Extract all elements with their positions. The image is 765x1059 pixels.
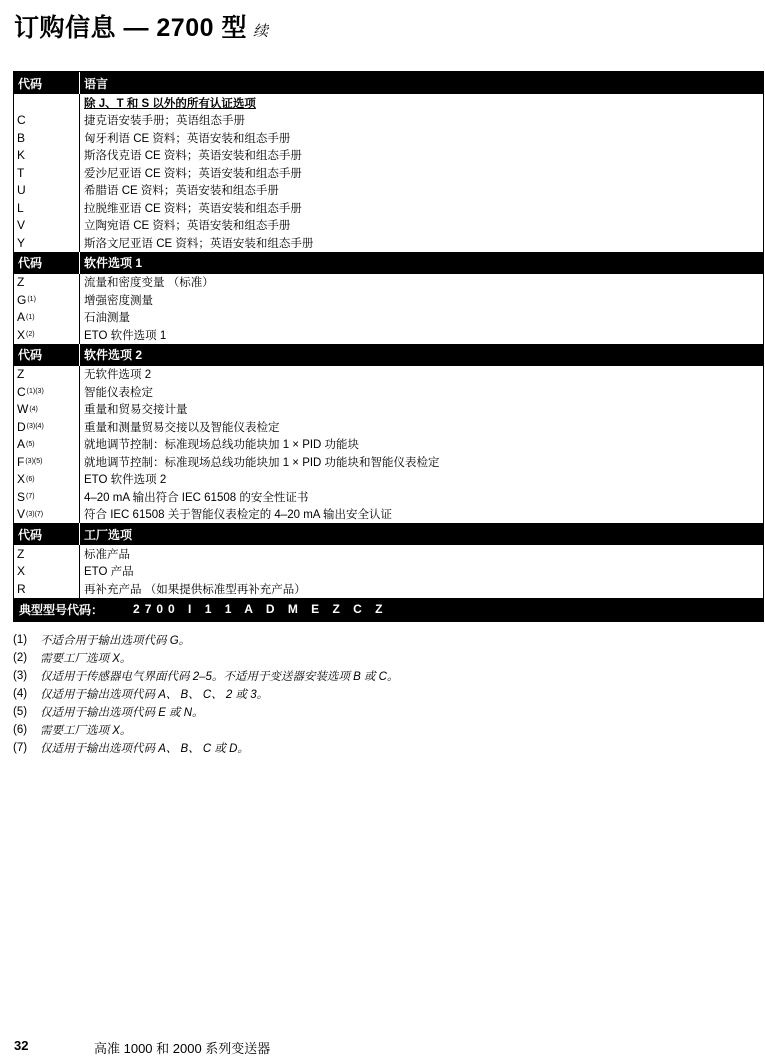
table-row — [14, 580, 763, 598]
ordering-table — [13, 71, 764, 622]
footnote-number: (5) — [13, 706, 28, 718]
footnote-ref: (3)(5) — [25, 458, 43, 466]
footnote-ref: (1) — [26, 313, 35, 321]
option-description: 增强密度测量 — [84, 294, 153, 307]
option-code — [14, 506, 80, 524]
option-code-letter: T — [17, 165, 25, 180]
table-row — [14, 291, 763, 309]
option-code-letter: U — [17, 183, 26, 198]
table-row — [14, 563, 763, 581]
footnotes — [13, 631, 398, 757]
option-code-letter: V — [17, 507, 26, 522]
table-row — [14, 182, 763, 200]
table-row — [14, 453, 763, 471]
column-header-code: 代码 — [14, 523, 80, 545]
example-model-code — [14, 598, 763, 621]
section-header-software-1 — [14, 252, 763, 274]
option-code-letter: L — [17, 200, 24, 215]
option-code-letter: X — [17, 564, 26, 579]
option-description: 斯洛伐克语 CE 资料；英语安装和组态手册 — [84, 150, 302, 163]
option-description: 立陶宛语 CE 资料；英语安装和组态手册 — [84, 220, 291, 233]
option-code — [14, 199, 80, 217]
option-code — [14, 580, 80, 598]
option-code — [14, 401, 80, 419]
option-description: 重量和贸易交接计量 — [84, 404, 188, 417]
option-code — [14, 471, 80, 489]
option-code — [14, 383, 80, 401]
option-code — [14, 436, 80, 454]
option-description: 拉脱维亚语 CE 资料；英语安装和组态手册 — [84, 202, 302, 215]
option-code — [14, 488, 80, 506]
footnote — [13, 739, 398, 757]
footnote-ref: (1) — [27, 296, 36, 304]
page-title-main: 订购信息 — 2700 型 — [14, 14, 247, 42]
option-code-letter: R — [17, 581, 26, 596]
footnote-text: 仅适用于输出选项代码 A、 B、 C 或 D。 — [40, 743, 249, 755]
table-row — [14, 401, 763, 419]
subheading-text: 除 J、T 和 S 以外的所有认证选项 — [84, 97, 256, 110]
footnote — [13, 667, 398, 685]
option-code-letter: Z — [17, 367, 25, 382]
option-code-letter: D — [17, 419, 26, 434]
page-footer — [14, 1038, 270, 1057]
column-header-code: 代码 — [14, 344, 80, 366]
table-row — [14, 383, 763, 401]
footnote-text: 仅适用于输出选项代码 A、 B、 C、 2 或 3。 — [40, 689, 269, 701]
table-row — [14, 164, 763, 182]
footnote-number: (2) — [13, 652, 28, 664]
footnote-text: 仅适用于传感器电气界面代码 2–5。不适用于变送器安装选项 B 或 C。 — [40, 671, 399, 683]
option-code-letter: V — [17, 218, 26, 233]
footnote-ref: (5) — [26, 440, 35, 448]
column-header-code: 代码 — [14, 252, 80, 274]
option-code-letter: K — [17, 148, 26, 163]
table-row — [14, 506, 763, 524]
option-code-letter: B — [17, 130, 26, 145]
option-code-letter: W — [17, 402, 29, 417]
option-description: ETO 软件选项 1 — [84, 329, 167, 342]
footnote — [13, 721, 398, 739]
footnote-ref: (2) — [26, 331, 35, 339]
option-code — [14, 366, 80, 384]
footnote-number: (7) — [13, 742, 28, 754]
option-description: 希腊语 CE 资料；英语安装和组态手册 — [84, 185, 279, 198]
option-code-letter: A — [17, 310, 26, 325]
option-description: ETO 软件选项 2 — [84, 474, 167, 487]
option-code-letter: X — [17, 472, 26, 487]
page-title-continued: 续 — [252, 23, 268, 40]
footnote-ref: (7) — [26, 493, 35, 501]
table-row — [14, 366, 763, 384]
example-label: 典型型号代码： — [19, 602, 104, 617]
table-row — [14, 488, 763, 506]
footnote-ref: (1)(3) — [26, 388, 44, 396]
option-code-letter: G — [17, 292, 27, 307]
option-description: 流量和密度变量 （标准） — [84, 277, 214, 290]
option-code — [14, 309, 80, 327]
column-header-label: 语言 — [84, 76, 109, 91]
footnote-ref: (4) — [29, 405, 38, 413]
option-code — [14, 129, 80, 147]
option-description: 智能仪表检定 — [84, 386, 153, 399]
option-code — [14, 453, 80, 471]
section-subheading — [14, 94, 763, 112]
column-header-label: 软件选项 1 — [84, 256, 143, 270]
option-description: 就地调节控制：标准现场总线功能块加 1 × PID 功能块和智能仪表检定 — [84, 456, 440, 469]
option-code-letter: S — [17, 489, 26, 504]
table-row — [14, 545, 763, 563]
table-row — [14, 199, 763, 217]
footnote-number: (4) — [13, 688, 28, 700]
option-code — [14, 217, 80, 235]
footnote-text: 需要工厂选项 X。 — [40, 653, 132, 665]
section-header-software-2 — [14, 344, 763, 366]
option-code-letter: A — [17, 437, 26, 452]
option-description: ETO 产品 — [84, 566, 134, 579]
table-row — [14, 418, 763, 436]
footnote — [13, 631, 398, 649]
option-description: 符合 IEC 61508 关于智能仪表检定的 4–20 mA 输出安全认证 — [84, 509, 393, 522]
option-description: 匈牙利语 CE 资料；英语安装和组态手册 — [84, 132, 291, 145]
page-number: 32 — [14, 1038, 29, 1053]
option-description: 石油测量 — [84, 312, 130, 325]
table-row — [14, 274, 763, 292]
footnote-ref: (3)(4) — [26, 423, 44, 431]
option-description: 斯洛文尼亚语 CE 资料；英语安装和组态手册 — [84, 237, 314, 250]
option-description: 就地调节控制：标准现场总线功能块加 1 × PID 功能块 — [84, 439, 360, 452]
table-row — [14, 147, 763, 165]
option-code — [14, 147, 80, 165]
option-description: 标准产品 — [84, 548, 130, 561]
option-code — [14, 545, 80, 563]
table-row — [14, 326, 763, 344]
section-header-factory — [14, 523, 763, 545]
option-code — [14, 326, 80, 344]
footer-title: 高准 1000 和 2000 系列变送器 — [94, 1041, 271, 1056]
option-code — [14, 418, 80, 436]
option-code — [14, 563, 80, 581]
footnote-number: (1) — [13, 634, 28, 646]
option-code-letter: Z — [17, 275, 25, 290]
footnote-number: (6) — [13, 724, 28, 736]
table-row — [14, 112, 763, 130]
option-code — [14, 112, 80, 130]
footnote — [13, 649, 398, 667]
table-row — [14, 129, 763, 147]
table-row — [14, 471, 763, 489]
option-code-letter: X — [17, 327, 26, 342]
option-description: 重量和测量贸易交接以及智能仪表检定 — [84, 421, 280, 434]
column-header-label: 软件选项 2 — [84, 348, 143, 362]
footnote-text: 仅适用于输出选项代码 E 或 N。 — [40, 707, 204, 719]
table-row — [14, 436, 763, 454]
table-row — [14, 217, 763, 235]
option-code — [14, 164, 80, 182]
footnote-number: (3) — [13, 670, 28, 682]
column-header-code: 代码 — [14, 72, 80, 94]
option-code-letter: F — [17, 454, 25, 469]
option-description: 爱沙尼亚语 CE 资料；英语安装和组态手册 — [84, 167, 302, 180]
footnote-ref: (3)(7) — [26, 510, 44, 518]
option-code — [14, 234, 80, 252]
option-code-letter: Z — [17, 546, 25, 561]
option-code-letter: C — [17, 384, 26, 399]
option-description: 4–20 mA 输出符合 IEC 61508 的安全性证书 — [84, 491, 309, 504]
footnote-ref: (6) — [26, 475, 35, 483]
option-description: 再补充产品 （如果提供标准型再补充产品） — [84, 583, 306, 596]
column-header-label: 工厂选项 — [84, 527, 133, 542]
option-code-letter: Y — [17, 235, 26, 250]
footnote-text: 需要工厂选项 X。 — [40, 725, 132, 737]
example-code: 2700 I 1 1 A D M E Z C Z — [133, 602, 388, 616]
section-header-language — [14, 72, 763, 94]
option-code-letter: C — [17, 113, 26, 128]
footnote — [13, 685, 398, 703]
page-title — [14, 8, 268, 44]
table-row — [14, 234, 763, 252]
footnote-text: 不适合用于输出选项代码 G。 — [40, 635, 191, 647]
footnote — [13, 703, 398, 721]
option-code — [14, 291, 80, 309]
option-description: 捷克语安装手册；英语组态手册 — [84, 115, 245, 128]
option-code — [14, 274, 80, 292]
option-code — [14, 182, 80, 200]
option-description: 无软件选项 2 — [84, 369, 152, 382]
table-row — [14, 309, 763, 327]
